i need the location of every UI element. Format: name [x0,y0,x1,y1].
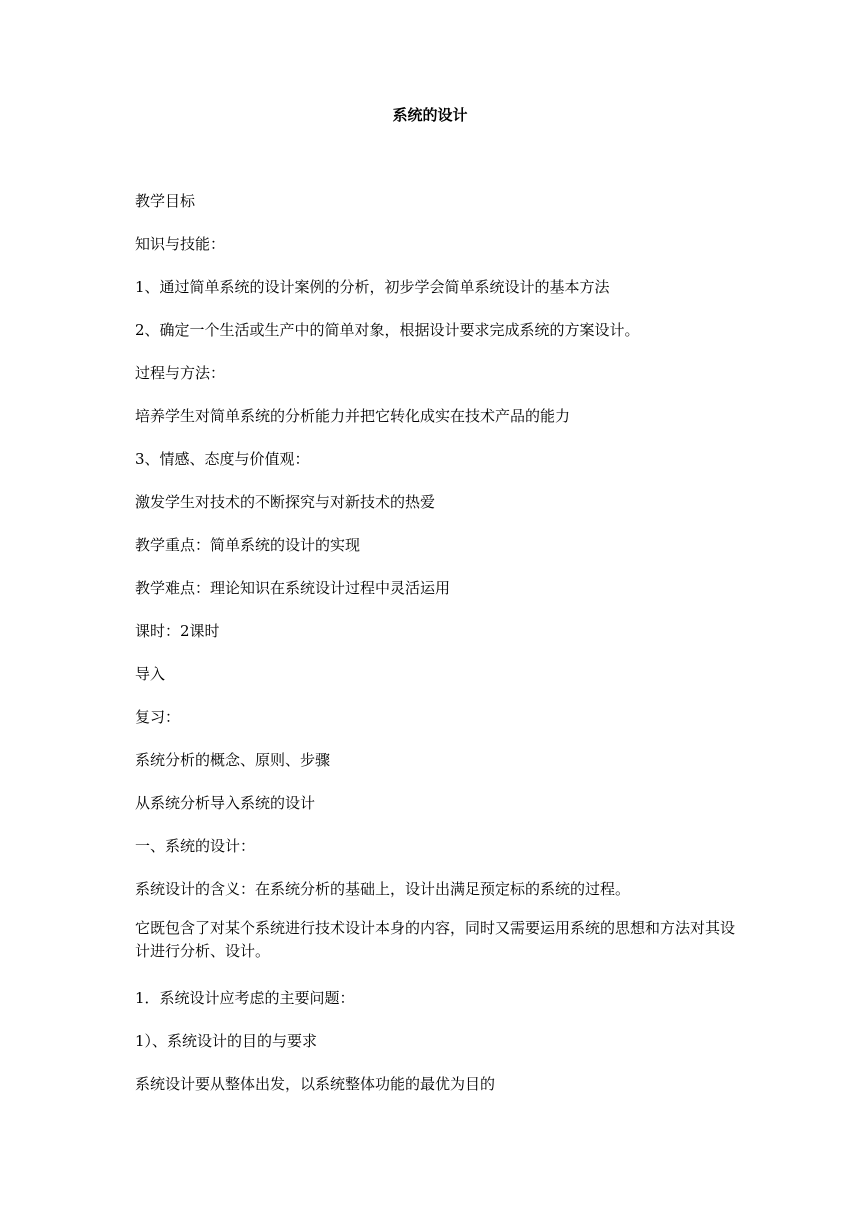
paragraph-knowledge-skills: 知识与技能： [135,235,226,253]
paragraph-item-1: 1、通过简单系统的设计案例的分析，初步学会简单系统设计的基本方法 [135,278,610,296]
paragraph-ability: 培养学生对简单系统的分析能力并把它转化成实在技术产品的能力 [135,407,571,425]
paragraph-process-methods: 过程与方法： [135,364,226,382]
paragraph-introduction: 导入 [135,665,166,683]
paragraph-item-3: 3、情感、态度与价值观： [135,450,310,468]
paragraph-analysis-concepts: 系统分析的概念、原则、步骤 [135,751,331,769]
paragraph-main-issues: 1．系统设计应考虑的主要问题： [135,989,355,1007]
paragraph-class-hours: 课时：2课时 [135,622,220,640]
paragraph-purpose-requirements: 1）、系统设计的目的与要求 [135,1032,318,1050]
paragraph-key-point: 教学重点：简单系统的设计的实现 [135,536,361,554]
paragraph-teaching-objectives: 教学目标 [135,192,196,210]
section-heading-system-design: 一、系统的设计： [135,837,256,855]
paragraph-inspire: 激发学生对技术的不断探究与对新技术的热爱 [135,493,436,511]
paragraph-lead-in: 从系统分析导入系统的设计 [135,794,316,812]
paragraph-definition: 系统设计的含义：在系统分析的基础上，设计出满足预定标的系统的过程。 [135,880,631,898]
paragraph-overall-optimal: 系统设计要从整体出发，以系统整体功能的最优为目的 [135,1075,496,1093]
paragraph-difficulty: 教学难点：理论知识在系统设计过程中灵活运用 [135,579,451,597]
document-title: 系统的设计 [392,106,468,124]
paragraph-item-2: 2、确定一个生活或生产中的简单对象，根据设计要求完成系统的方案设计。 [135,321,640,339]
paragraph-review: 复习： [135,708,181,726]
paragraph-content-description: 它既包含了对某个系统进行技术设计本身的内容，同时又需要运用系统的思想和方法对其设计进行分析、设计。 [135,919,736,960]
